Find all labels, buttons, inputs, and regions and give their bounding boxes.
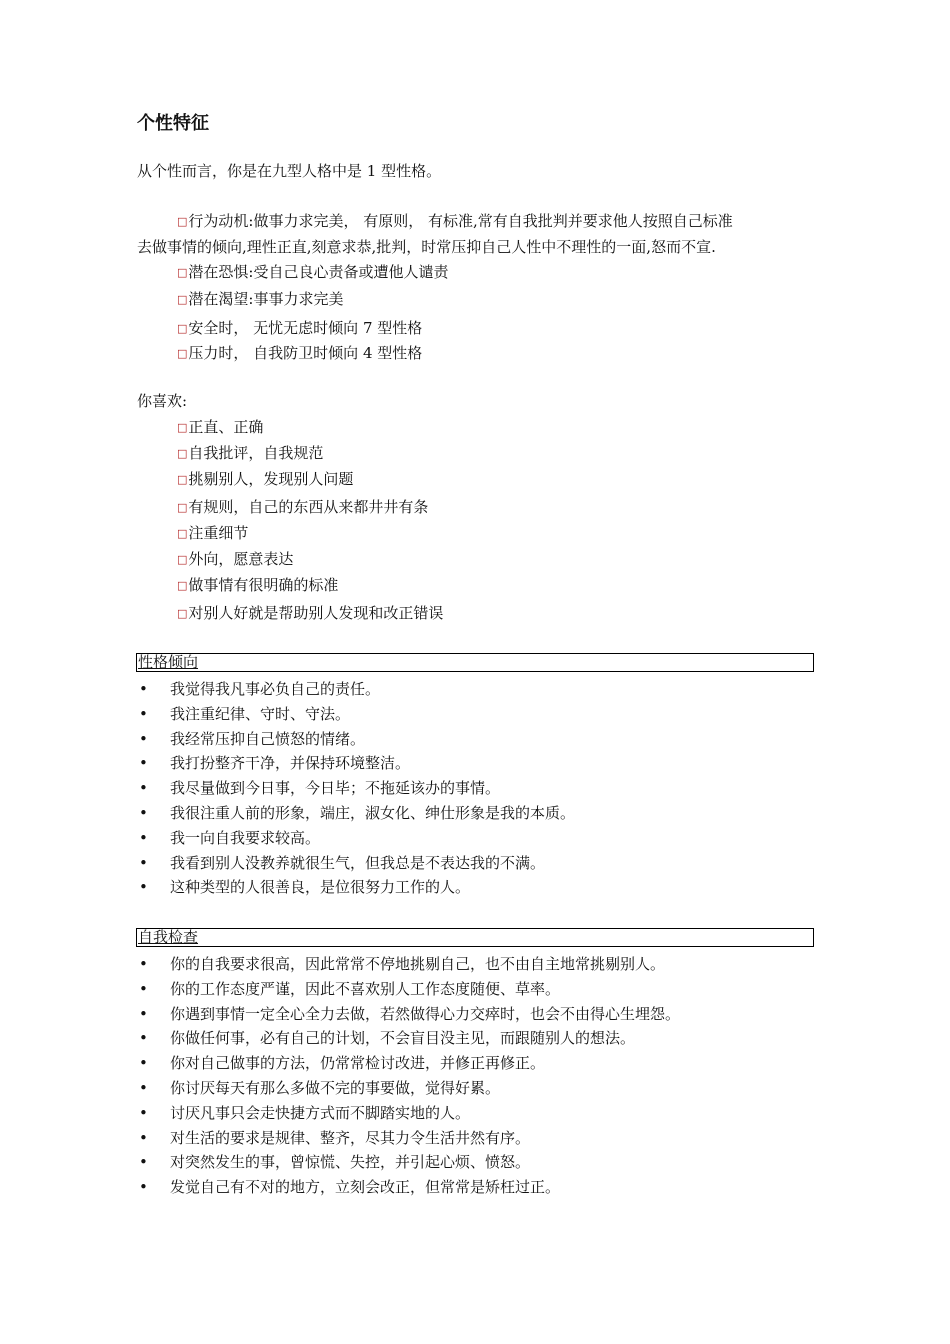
intro-text: 从个性而言，你是在九型人格中是 1 型性格。 (137, 162, 442, 180)
box-marker-icon: □ (177, 266, 188, 279)
list-item-text: 我一向自我要求较高。 (170, 828, 321, 847)
bullet-icon: • (139, 1004, 148, 1023)
trait-desire-text: 潜在渴望:事事力求完美 (188, 290, 344, 308)
box-marker-icon: □ (177, 347, 188, 360)
bullet-icon: • (139, 729, 148, 748)
trait-motive-text: 行为动机:做事力求完美， 有原则， 有标准,常有自我批判并要求他人按照自己标准 (188, 212, 733, 230)
like-item: □挑剔别人，发现别人问题 (177, 470, 354, 488)
page-title: 个性特征 (137, 113, 209, 134)
like-item: □正直、正确 (177, 418, 264, 436)
trait-motive (177, 212, 733, 230)
list-item-text: 讨厌凡事只会走快捷方式而不脚踏实地的人。 (170, 1103, 471, 1122)
bullet-icon: • (139, 804, 148, 822)
bullet-icon: • (139, 979, 148, 998)
like-item: □外向，愿意表达 (177, 550, 294, 568)
bullet-icon: • (139, 1079, 148, 1097)
trait-safe-text: 安全时， 无忧无虑时倾向 7 型性格 (188, 319, 423, 337)
box-marker-icon: □ (177, 553, 188, 566)
box-marker-icon: □ (177, 322, 188, 335)
trait-fear-text: 潜在恐惧:受自己良心责备或遭他人谴责 (188, 263, 449, 281)
bullet-icon: • (139, 1103, 148, 1122)
bullet-icon: • (139, 704, 148, 723)
bullet-icon: • (139, 878, 148, 897)
list-item-text: 你对自己做事的方法，仍常常检讨改进，并修正再修正。 (170, 1054, 546, 1073)
trait-stress-text: 压力时， 自我防卫时倾向 4 型性格 (188, 344, 423, 362)
bullet-icon: • (139, 828, 148, 847)
list-item-text: 对生活的要求是规律、整齐，尽其力令生活井然有序。 (170, 1128, 531, 1147)
trait-motive-cont: 去做事情的倾向,理性正直,刻意求恭,批判，时常压抑自己人性中不理性的一面,怒而不宣. (137, 238, 716, 256)
list-item-text: 我打扮整齐干净，并保持环境整洁。 (170, 754, 411, 773)
list-item-text: 你的工作态度严谨，因此不喜欢别人工作态度随便、草率。 (170, 979, 561, 998)
list-item-text: 你做任何事，必有自己的计划，不会盲目没主见，而跟随别人的想法。 (170, 1029, 636, 1048)
bullet-icon: • (139, 754, 148, 773)
bullet-icon: • (139, 1029, 148, 1048)
tendency-heading-box (136, 653, 814, 672)
trait-fear (177, 263, 448, 281)
list-item-text: 对突然发生的事，曾惊慌、失控，并引起心烦、愤怒。 (170, 1153, 531, 1172)
trait-safe (177, 319, 422, 337)
like-item: □自我批评，自我规范 (177, 444, 324, 462)
bullet-icon: • (139, 680, 148, 698)
bullet-icon: • (139, 1178, 148, 1197)
list-item-text: 发觉自己有不对的地方，立刻会改正，但常常是矫枉过正。 (170, 1178, 561, 1197)
like-item: □有规则，自己的东西从来都井井有条 (177, 498, 429, 516)
box-marker-icon: □ (177, 293, 188, 306)
like-item: □对别人好就是帮助别人发现和改正错误 (177, 604, 444, 622)
box-marker-icon: □ (177, 473, 188, 486)
like-item: □注重细节 (177, 524, 249, 542)
selfcheck-heading-box (136, 928, 814, 947)
trait-stress (177, 344, 422, 362)
box-marker-icon: □ (177, 447, 188, 460)
box-marker-icon: □ (177, 215, 188, 228)
box-marker-icon: □ (177, 501, 188, 514)
list-item-text: 我经常压抑自己愤怒的情绪。 (170, 729, 366, 748)
like-item: □做事情有很明确的标准 (177, 576, 339, 594)
trait-desire (177, 290, 343, 308)
bullet-icon: • (139, 1128, 148, 1147)
list-item-text: 这种类型的人很善良，是位很努力工作的人。 (170, 878, 471, 897)
bullet-icon: • (139, 853, 148, 872)
likes-heading: 你喜欢: (137, 392, 188, 410)
box-marker-icon: □ (177, 527, 188, 540)
list-item-text: 我觉得我凡事必负自己的责任。 (170, 680, 381, 698)
selfcheck-heading: 自我检查 (138, 928, 199, 946)
list-item-text: 你遇到事情一定全心全力去做，若然做得心力交瘁时，也会不由得心生埋怨。 (170, 1004, 681, 1023)
bullet-icon: • (139, 1054, 148, 1073)
box-marker-icon: □ (177, 607, 188, 620)
list-item-text: 我看到别人没教养就很生气，但我总是不表达我的不满。 (170, 853, 546, 872)
list-item-text: 你的自我要求很高，因此常常不停地挑剔自己，也不由自主地常挑剔别人。 (170, 955, 666, 973)
bullet-icon: • (139, 955, 148, 973)
list-item-text: 你讨厌每天有那么多做不完的事要做，觉得好累。 (170, 1079, 501, 1097)
list-item-text: 我尽量做到今日事，今日毕；不拖延该办的事情。 (170, 779, 501, 798)
list-item-text: 我很注重人前的形象，端庄，淑女化、绅仕形象是我的本质。 (170, 804, 576, 822)
list-item-text: 我注重纪律、守时、守法。 (170, 704, 351, 723)
tendency-heading: 性格倾向 (138, 653, 199, 671)
box-marker-icon: □ (177, 421, 188, 434)
bullet-icon: • (139, 779, 148, 798)
bullet-icon: • (139, 1153, 148, 1172)
box-marker-icon: □ (177, 579, 188, 592)
